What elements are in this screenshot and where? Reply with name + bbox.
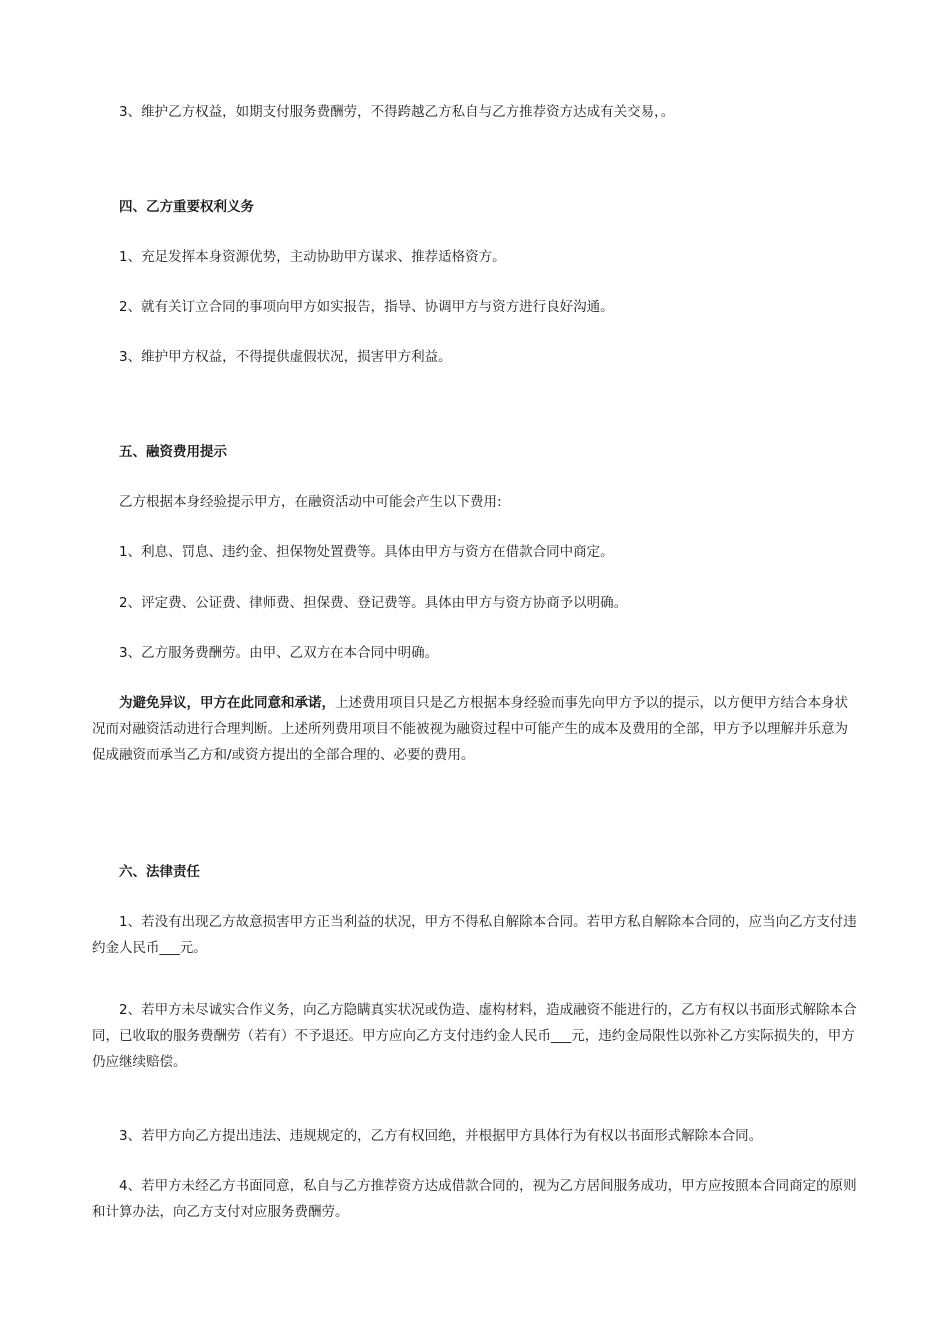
section5-item2: 2、评定费、公证费、律师费、担保费、登记费等。具体由甲方与资方协商予以明确。 xyxy=(119,595,628,611)
section4-item2: 2、就有关订立合同的事项向甲方如实报告，指导、协调甲方与资方进行良好沟通。 xyxy=(119,299,614,315)
section3-item3: 3、维护乙方权益，如期支付服务费酬劳，不得跨越乙方私自与乙方推荐资方达成有关交易，。 xyxy=(119,104,675,120)
section5-heading: 五、融资费用提示 xyxy=(119,444,227,460)
section6-item3: 3、若甲方向乙方提出违法、违规规定的，乙方有权回绝，并根据甲方具体行为有权以书面形式解除本合同。 xyxy=(119,1128,763,1144)
section5-item3: 3、乙方服务费酬劳。由甲、乙双方在本合同中明确。 xyxy=(119,645,439,661)
section6-item1: 1、若没有出现乙方故意损害甲方正当利益的状况，甲方不得私自解除本合同。若甲方私自解除本合同的，应当向乙方支付违约金人民币___元。 xyxy=(92,914,857,956)
section6-item2: 2、若甲方未尽诚实合作义务，向乙方隐瞒真实状况或伪造、虚构材料，造成融资不能进行的，乙方有权以书面形式解除本合同，已收取的服务费酬劳（若有）不予退还。甲方应向乙方支付违约金人民币___元，违约金局限性以弥补乙方实际损失的，甲方仍应继续赔偿。 xyxy=(92,1002,857,1070)
section4-heading: 四、乙方重要权利义务 xyxy=(119,199,254,215)
section5-note-bold: 为避免异议，甲方在此同意和承诺， xyxy=(119,695,335,711)
section5-note-text: 上述费用项目只是乙方根据本身经验而事先向甲方予以的提示，以方便甲方结合本身状况而对融资活动进行合理判断。上述所列费用项目不能被视为融资过程中可能产生的成本及费用的全部，甲方予以理解并乐意为促成融资而承当乙方和/或资方提出的全部合理的、必要的费用。 xyxy=(92,695,848,763)
section6-heading: 六、法律责任 xyxy=(119,864,200,880)
section5-item1: 1、利息、罚息、违约金、担保物处置费等。具体由甲方与资方在借款合同中商定。 xyxy=(119,544,614,560)
section6-item4: 4、若甲方未经乙方书面同意，私自与乙方推荐资方达成借款合同的，视为乙方居间服务成功，甲方应按照本合同商定的原则和计算办法，向乙方支付对应服务费酬劳。 xyxy=(92,1178,857,1220)
section5-note xyxy=(92,690,860,768)
section5-intro: 乙方根据本身经验提示甲方，在融资活动中可能会产生以下费用: xyxy=(119,494,502,510)
section4-item1: 1、充足发挥本身资源优势，主动协助甲方谋求、推荐适格资方。 xyxy=(119,249,506,265)
section4-item3: 3、维护甲方权益，不得提供虚假状况，损害甲方利益。 xyxy=(119,349,452,365)
